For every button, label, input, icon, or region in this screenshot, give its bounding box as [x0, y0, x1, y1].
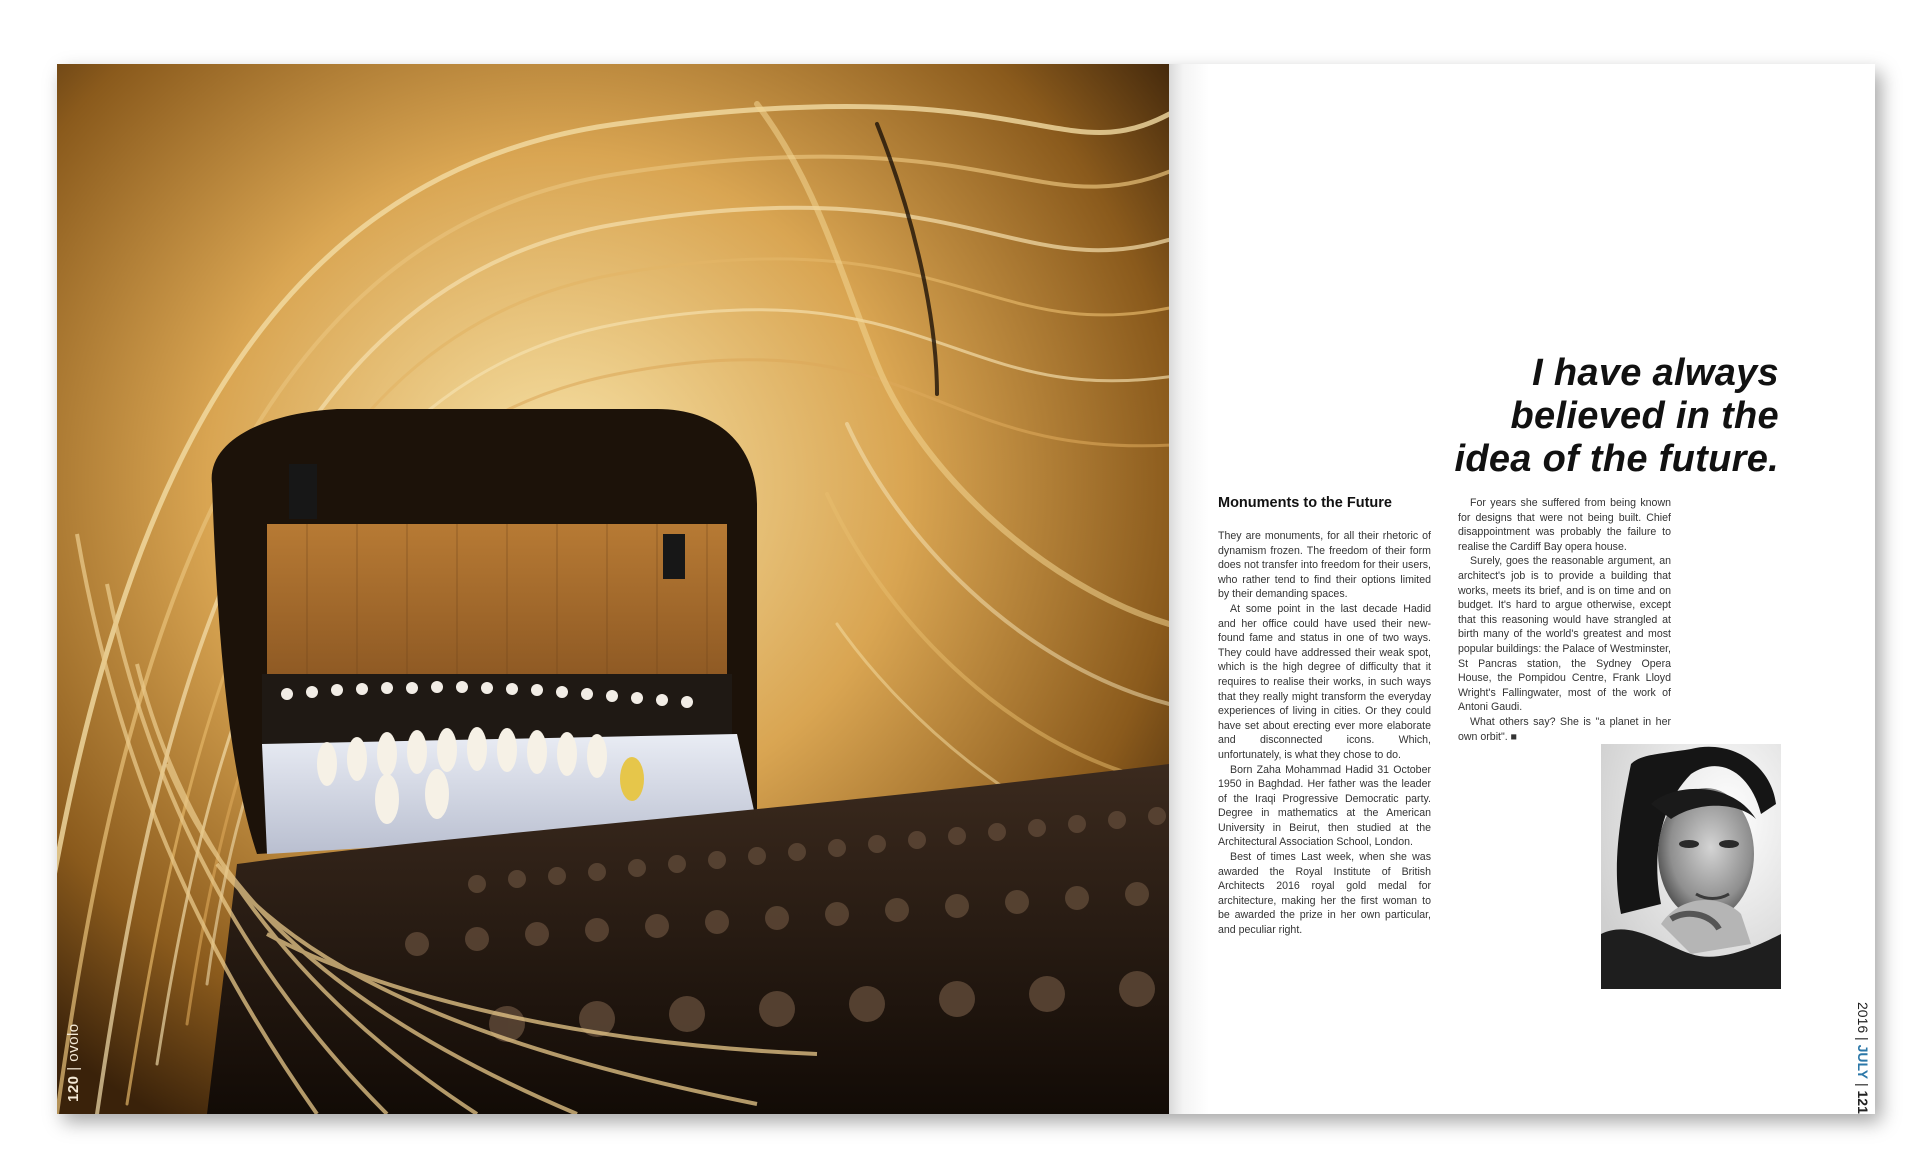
pull-quote-line: believed in the [1510, 395, 1779, 437]
left-magazine-name: ovolo [65, 1023, 82, 1062]
pull-quote-line: idea of the future. [1454, 438, 1779, 480]
folio-year: 2016 [1855, 1002, 1871, 1034]
concert-hall-photo [57, 64, 1169, 1114]
portrait-photo [1601, 744, 1781, 989]
paragraph: Best of times Last week, when she was awarded the Royal Institute of British Architects 2016 royal gold medal for architecture, making her the first woman to be awarded the prize in her own particular, and peculiar right. [1218, 851, 1431, 937]
left-page-number: 120 [65, 1075, 82, 1102]
paragraph: Surely, goes the reasonable argument, an architect's job is to provide a building that works, meets its brief, and is on time and on budget. It's hard to argue otherwise, except that this reasoning would have strangled at birth many of the world's greatest and most popular buildings: the Palace of Westminster, St Pancras station, the Sydney Opera House, the Pompidou Centre, Frank Lloyd Wright's Fallingwater, most of the work of Antoni Gaudi. [1458, 555, 1671, 714]
magazine-spread [57, 64, 1875, 1114]
folio-month: JULY [1855, 1044, 1871, 1080]
paragraph: They are monuments, for all their rhetoric of dynamism frozen. The freedom of their form does not transfer into freedom for their users, who rather tend to find their options limited by their demanding spaces. [1218, 530, 1431, 601]
article-heading: Monuments to the Future [1218, 495, 1392, 511]
article-column-2 [1458, 496, 1671, 744]
pull-quote [1359, 352, 1779, 481]
article-column-1 [1218, 529, 1431, 938]
right-page-number: 121 [1855, 1090, 1871, 1114]
left-page [57, 64, 1169, 1114]
paragraph: At some point in the last decade Hadid and her office could have used their new-found fame and status in one of two ways. They could have addressed their weak spot, which is the high degree of difficulty that it requires to realise their works, in such ways that they really might transform the everyday experiences of living in cities. Or they could have set about erecting ever more elaborate and disconnected icons. Which, unfortunately, is what they chose to do. [1218, 602, 1431, 761]
right-folio: 2016 | JULY | 121 [1855, 1002, 1871, 1114]
paragraph: Born Zaha Mohammad Hadid 31 October 1950 in Baghdad. Her father was the leader of the Iraqi Progressive Democratic party. Degree in mathematics at the American University in Beirut, then studied at the Architectural Association School, London. [1218, 763, 1431, 849]
portrait-image [1601, 744, 1781, 989]
pull-quote-line: I have always [1532, 352, 1779, 394]
left-folio: 120 | ovolo [65, 1023, 82, 1102]
right-page [1169, 64, 1875, 1114]
paragraph: For years she suffered from being known for designs that were not being built. Chief disappointment was probably the failure to realise the Cardiff Bay opera house. [1458, 497, 1671, 553]
paragraph: What others say? She is "a planet in her own orbit". ■ [1458, 715, 1671, 743]
